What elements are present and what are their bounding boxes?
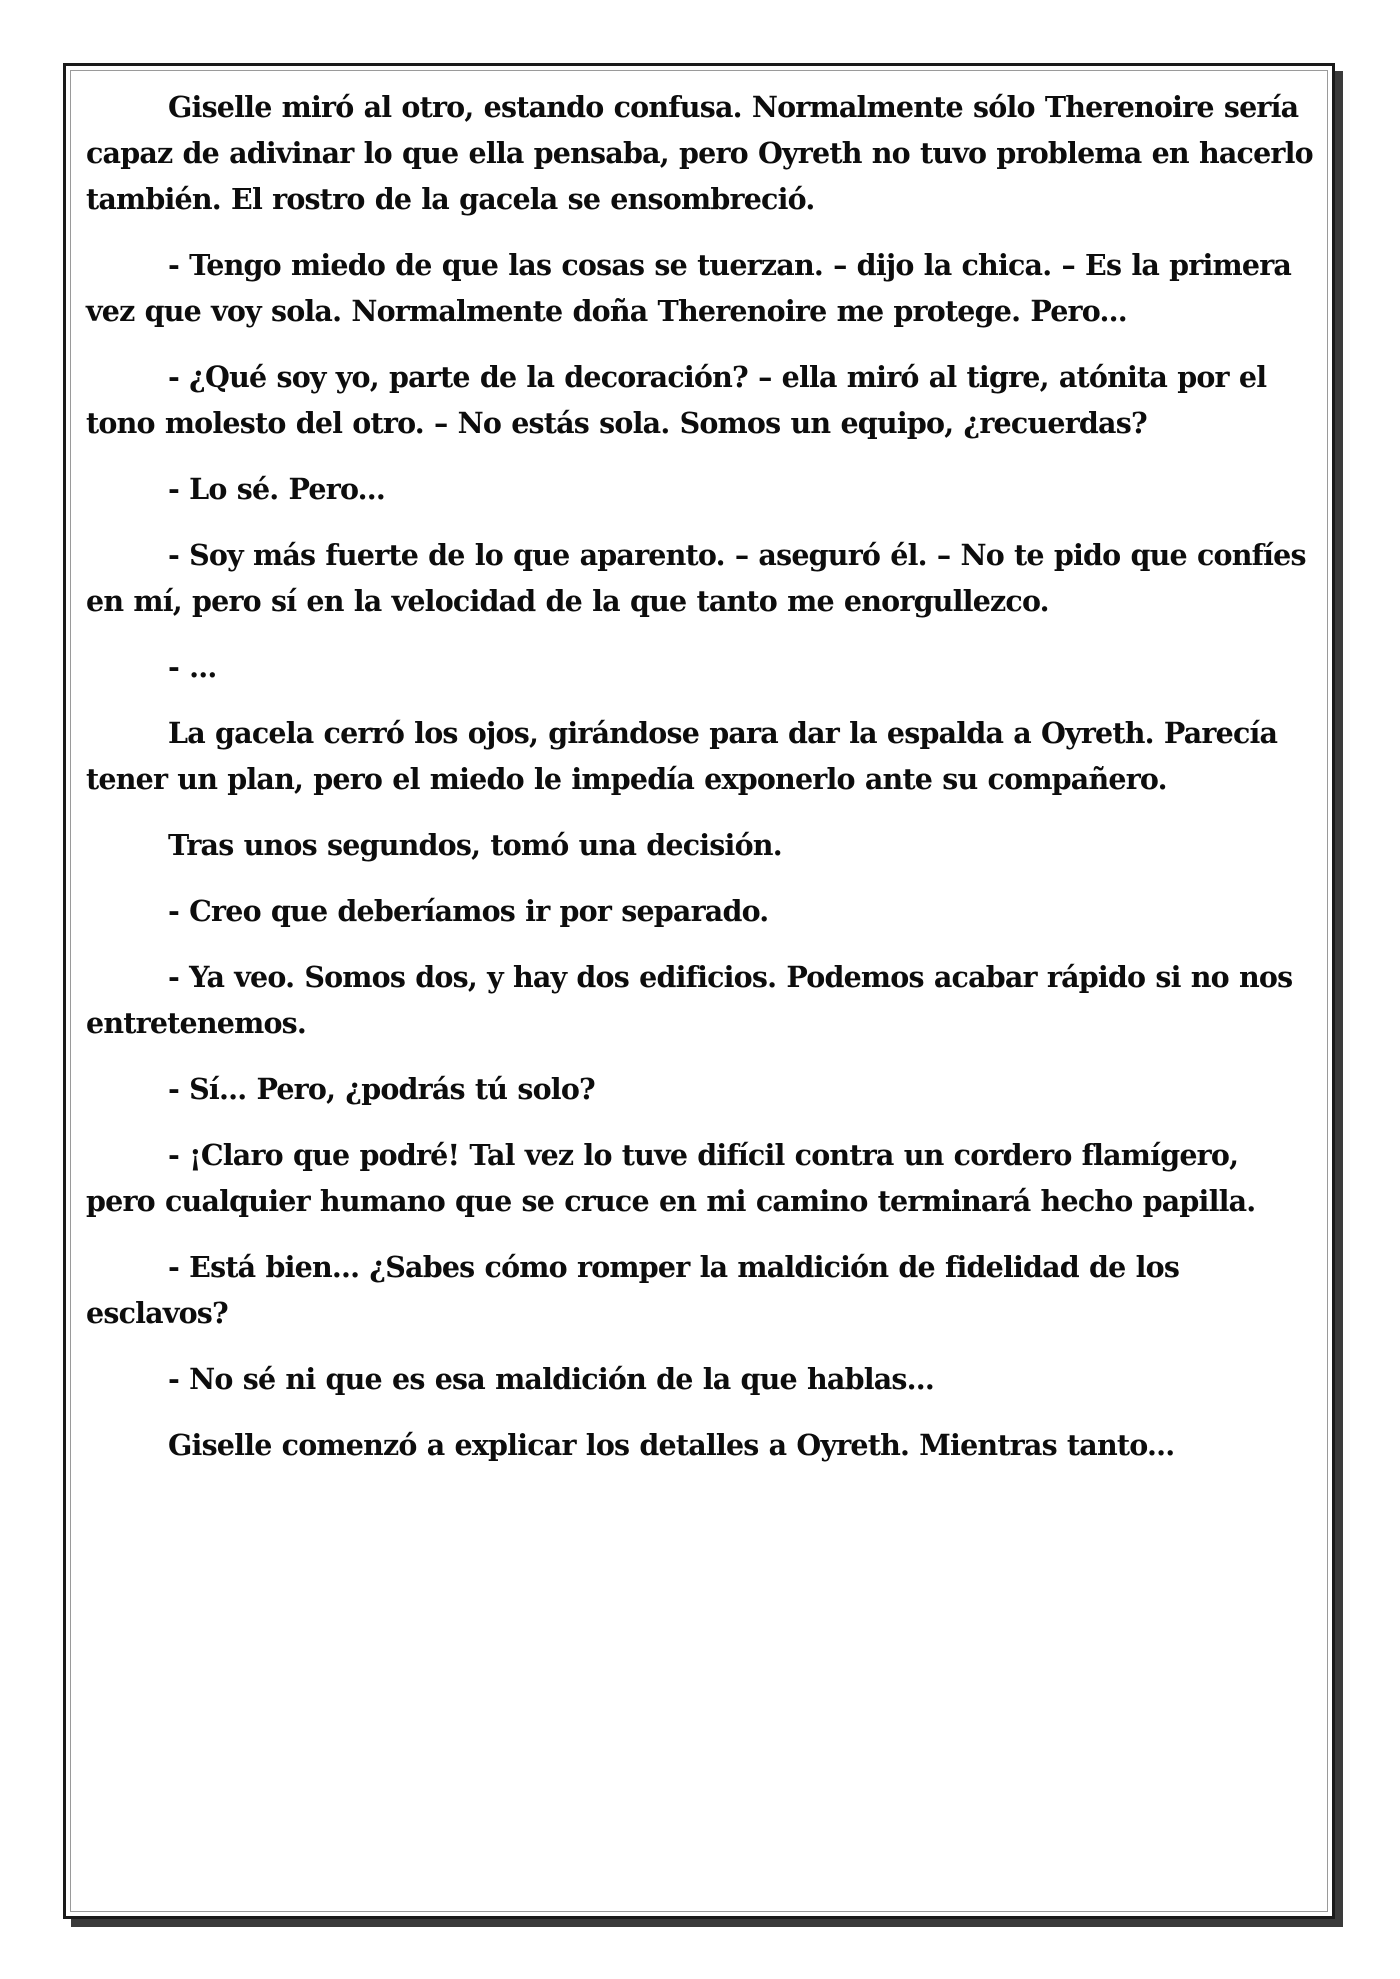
paragraph: Giselle miró al otro, estando confusa. Normalmente sólo Therenoire sería capaz de adivinar lo que ella pensaba, pero Oyreth no tuvo problema en hacerlo también. El rostro de la gacela se ensombreció. <box>86 90 1313 216</box>
paragraph: - Soy más fuerte de lo que aparento. – aseguró él. – No te pido que confíes en mí, pero sí en la velocidad de la que tanto me enorgullezco. <box>86 538 1306 618</box>
paragraph: - ¿Qué soy yo, parte de la decoración? – ella miró al tigre, atónita por el tono molesto del otro. – No estás sola. Somos un equipo, ¿recuerdas? <box>86 360 1267 440</box>
page-frame <box>63 63 1335 1919</box>
paragraph: - Sí... Pero, ¿podrás tú solo? <box>168 1072 595 1106</box>
paragraph: - Está bien... ¿Sabes cómo romper la maldición de fidelidad de los esclavos? <box>86 1250 1180 1330</box>
paragraph: - Ya veo. Somos dos, y hay dos edificios. Podemos acabar rápido si no nos entretenemos. <box>86 960 1293 1040</box>
paragraph: Giselle comenzó a explicar los detalles a Oyreth. Mientras tanto... <box>168 1428 1175 1462</box>
paragraph: Tras unos segundos, tomó una decisión. <box>168 828 782 862</box>
story-text <box>86 84 1316 1488</box>
paragraph: - ¡Claro que podré! Tal vez lo tuve difícil contra un cordero flamígero, pero cualquier humano que se cruce en mi camino terminará hecho papilla. <box>86 1138 1256 1218</box>
paragraph: - Lo sé. Pero... <box>168 472 386 506</box>
paragraph: La gacela cerró los ojos, girándose para dar la espalda a Oyreth. Parecía tener un plan, pero el miedo le impedía exponerlo ante su compañero. <box>86 716 1278 796</box>
paragraph: - No sé ni que es esa maldición de la que hablas... <box>168 1362 935 1396</box>
paragraph: - Tengo miedo de que las cosas se tuerzan. – dijo la chica. – Es la primera vez que voy sola. Normalmente doña Therenoire me protege. Pero... <box>86 248 1292 328</box>
paragraph: - ... <box>168 650 217 684</box>
paragraph: - Creo que deberíamos ir por separado. <box>168 894 769 928</box>
